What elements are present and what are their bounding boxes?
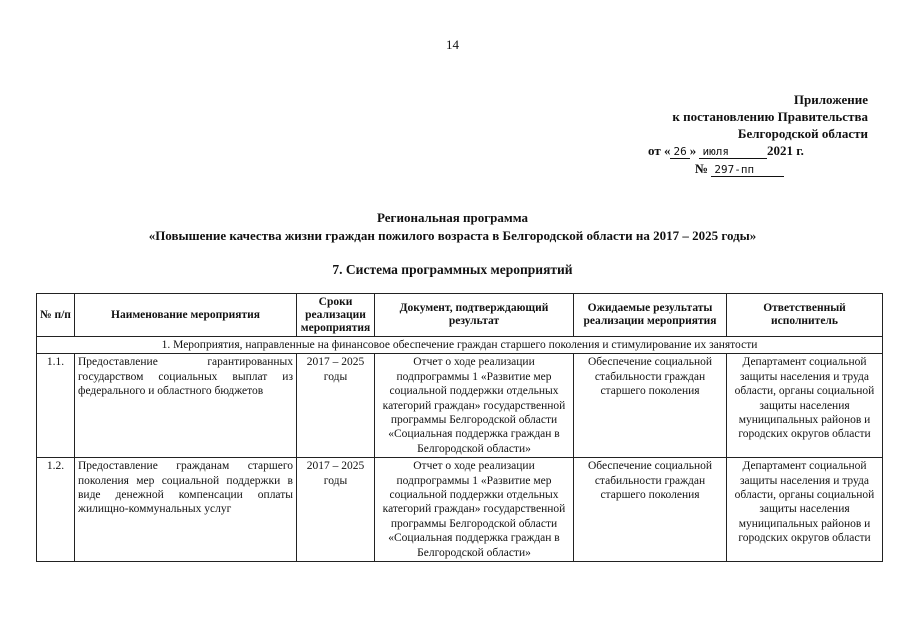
section-row-text: 1. Мероприятия, направленные на финансовое обеспечение граждан старшего поколения и стимулирование их занятости — [37, 337, 883, 354]
appendix-number — [640, 160, 880, 178]
row-result: Обеспечение социальной стабильности граждан старшего поколения — [574, 354, 727, 458]
row-executor: Департамент социальной защиты населения и труда области, органы социальной защиты населения муниципальных районов и городских округов области — [727, 354, 883, 458]
appendix-block — [640, 91, 880, 178]
appendix-line-2: к постановлению Правительства — [672, 109, 868, 124]
date-month: июля — [699, 145, 767, 159]
row-name: Предоставление гарантированных государством социальных выплат из федерального и областного бюджетов — [75, 354, 297, 458]
header-result: Ожидаемые результаты реализации мероприятия — [574, 294, 727, 337]
date-day: 26 — [670, 145, 689, 159]
row-executor: Департамент социальной защиты населения и труда области, органы социальной защиты населения муниципальных районов и городских округов области — [727, 458, 883, 562]
appendix-date — [640, 142, 880, 160]
header-name: Наименование мероприятия — [75, 294, 297, 337]
row-document: Отчет о ходе реализации подпрограммы 1 «Развитие мер социальной поддержки отдельных категорий граждан» государственной программы Белгородской области «Социальная поддержка граждан в Белгородской области» — [375, 458, 574, 562]
num-prefix: № — [695, 161, 709, 176]
header-period: Сроки реализации мероприятия — [297, 294, 375, 337]
num-value: 297-пп — [711, 163, 784, 177]
row-result: Обеспечение социальной стабильности граждан старшего поколения — [574, 458, 727, 562]
table-row — [37, 354, 883, 458]
row-num: 1.1. — [37, 354, 75, 458]
header-num: № п/п — [37, 294, 75, 337]
table-row — [37, 458, 883, 562]
row-num: 1.2. — [37, 458, 75, 562]
program-title — [0, 209, 905, 245]
date-prefix: от « — [648, 143, 671, 158]
program-title-line-2: «Повышение качества жизни граждан пожилого возраста в Белгородской области на 2017 – 2025 годы» — [148, 228, 757, 243]
page-number: 14 — [446, 37, 459, 52]
appendix-line-1: Приложение — [793, 92, 868, 107]
header-executor: Ответственный исполнитель — [727, 294, 883, 337]
row-document: Отчет о ходе реализации подпрограммы 1 «Развитие мер социальной поддержки отдельных категорий граждан» государственной программы Белгородской области «Социальная поддержка граждан в Белгородской области» — [375, 354, 574, 458]
row-name: Предоставление гражданам старшего поколения мер социальной поддержки в виде денежной компенсации оплаты жилищно-коммунальных услуг — [75, 458, 297, 562]
program-title-line-1: Региональная программа — [377, 210, 528, 225]
section-title: 7. Система программных мероприятий — [332, 262, 573, 277]
date-year: 2021 г. — [766, 143, 804, 158]
table-section-row — [37, 337, 883, 354]
table-header-row — [37, 294, 883, 337]
appendix-line-3: Белгородской области — [737, 126, 868, 141]
program-table — [36, 293, 883, 562]
row-period: 2017 – 2025 годы — [297, 458, 375, 562]
header-document: Документ, подтверждающий результат — [375, 294, 574, 337]
date-mid: » — [689, 143, 697, 158]
row-period: 2017 – 2025 годы — [297, 354, 375, 458]
